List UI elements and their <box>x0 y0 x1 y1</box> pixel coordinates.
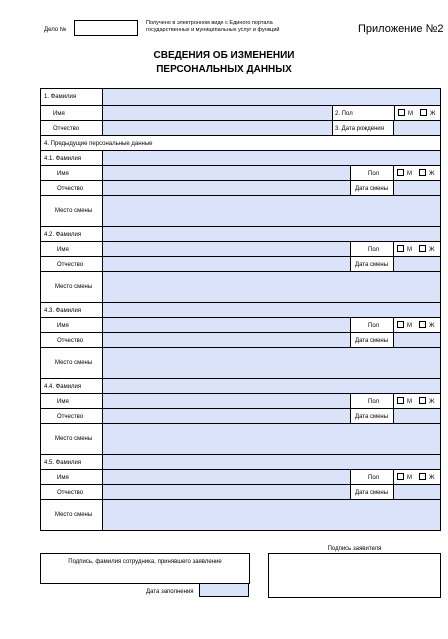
prev-patronymic-row <box>41 256 440 271</box>
prev-patronymic-row <box>41 408 440 423</box>
prev-change-date-label: Дата смены <box>355 186 389 192</box>
prev-change-date-cell <box>350 181 393 195</box>
prev-name-field[interactable] <box>102 470 350 484</box>
prev-female-label: Ж <box>429 323 435 329</box>
prev-patronymic-label: Отчество <box>57 186 84 192</box>
gender-cell <box>332 106 440 120</box>
prev-surname-row <box>41 454 440 469</box>
patronymic-row <box>41 120 440 135</box>
prev-male-checkbox[interactable] <box>397 169 404 176</box>
prev-patronymic-field[interactable] <box>102 333 350 347</box>
prev-patronymic-label: Отчество <box>57 490 84 496</box>
prev-male-label: М <box>407 475 412 481</box>
prev-change-date-label: Дата смены <box>355 414 389 420</box>
prev-name-label: Имя <box>57 399 69 405</box>
prev-change-date-cell <box>350 257 393 271</box>
prev-change-place-field[interactable] <box>102 348 440 378</box>
previous-data-header <box>41 135 440 150</box>
prev-name-field[interactable] <box>102 166 350 180</box>
prev-female-checkbox[interactable] <box>419 397 426 404</box>
prev-gender-cell <box>350 242 393 256</box>
prev-change-date-field[interactable] <box>393 181 440 195</box>
prev-change-date-label: Дата смены <box>355 338 389 344</box>
prev-male-label: М <box>407 171 412 177</box>
prev-male-label: М <box>407 323 412 329</box>
prev-surname-row <box>41 302 440 317</box>
prev-name-row <box>41 393 440 408</box>
prev-change-date-label: Дата смены <box>355 490 389 496</box>
prev-change-place-row <box>41 195 440 226</box>
prev-patronymic-row <box>41 332 440 347</box>
prev-change-place-field[interactable] <box>102 272 440 302</box>
prev-change-place-label: Место смены <box>55 284 93 290</box>
appendix-number: Приложение №2 <box>358 23 444 35</box>
prev-change-place-label: Место смены <box>55 436 93 442</box>
prev-name-label: Имя <box>57 475 69 481</box>
previous-data-title: 4. Предыдущие персональные данные <box>44 141 153 147</box>
prev-change-date-field[interactable] <box>393 257 440 271</box>
name-row <box>41 105 440 120</box>
prev-change-place-label: Место смены <box>55 512 93 518</box>
prev-surname-label: 4.1. Фамилия <box>44 156 82 162</box>
patronymic-field[interactable] <box>102 121 332 135</box>
male-label: М <box>408 111 413 117</box>
prev-name-field[interactable] <box>102 318 350 332</box>
prev-gender-options <box>393 394 440 408</box>
prev-change-place-row <box>41 423 440 454</box>
applicant-signature-label: Подпись заявителя <box>327 546 382 552</box>
prev-female-checkbox[interactable] <box>419 473 426 480</box>
prev-change-date-field[interactable] <box>393 485 440 499</box>
prev-surname-field[interactable] <box>102 379 440 393</box>
prev-name-field[interactable] <box>102 242 350 256</box>
prev-change-place-row <box>41 271 440 302</box>
prev-patronymic-label: Отчество <box>57 262 84 268</box>
prev-change-date-field[interactable] <box>393 409 440 423</box>
prev-female-label: Ж <box>429 171 435 177</box>
prev-change-place-field[interactable] <box>102 196 440 226</box>
case-number-field[interactable] <box>74 20 138 36</box>
prev-name-row <box>41 469 440 484</box>
prev-gender-label: Пол <box>368 475 380 481</box>
prev-surname-field[interactable] <box>102 303 440 317</box>
male-checkbox[interactable] <box>398 109 405 116</box>
prev-male-checkbox[interactable] <box>397 397 404 404</box>
fill-date-field[interactable] <box>199 583 249 597</box>
surname-field[interactable] <box>102 89 440 105</box>
prev-change-date-field[interactable] <box>393 333 440 347</box>
prev-male-label: М <box>407 399 412 405</box>
form-title-line1: СВЕДЕНИЯ ОБ ИЗМЕНЕНИИ <box>153 50 295 61</box>
prev-gender-options <box>393 166 440 180</box>
prev-surname-label: 4.3. Фамилия <box>44 308 82 314</box>
prev-gender-options <box>393 470 440 484</box>
prev-female-label: Ж <box>429 475 435 481</box>
birth-date-field[interactable] <box>393 121 440 135</box>
prev-change-place-field[interactable] <box>102 424 440 454</box>
female-label: Ж <box>430 111 436 117</box>
form-title-line2: ПЕРСОНАЛЬНЫХ ДАННЫХ <box>156 64 292 75</box>
prev-surname-row <box>41 378 440 393</box>
prev-gender-cell <box>350 318 393 332</box>
prev-change-place-row <box>41 499 440 530</box>
prev-change-date-cell <box>350 409 393 423</box>
patronymic-label: Отчество <box>53 126 80 132</box>
prev-name-row <box>41 165 440 180</box>
prev-gender-options <box>393 318 440 332</box>
prev-surname-label: 4.5. Фамилия <box>44 460 82 466</box>
prev-gender-options <box>393 242 440 256</box>
prev-female-label: Ж <box>429 247 435 253</box>
employee-signature-label: Подпись, фамилия сотрудника, принявшего заявление <box>68 559 222 565</box>
prev-name-field[interactable] <box>102 394 350 408</box>
prev-patronymic-label: Отчество <box>57 338 84 344</box>
prev-patronymic-field[interactable] <box>102 181 350 195</box>
prev-patronymic-row <box>41 484 440 499</box>
name-field[interactable] <box>102 106 332 120</box>
prev-female-label: Ж <box>429 399 435 405</box>
prev-name-row <box>41 317 440 332</box>
prev-male-checkbox[interactable] <box>397 473 404 480</box>
prev-female-checkbox[interactable] <box>419 321 426 328</box>
surname-row <box>41 89 440 105</box>
prev-surname-field[interactable] <box>102 227 440 241</box>
prev-female-checkbox[interactable] <box>419 245 426 252</box>
prev-surname-row <box>41 226 440 241</box>
prev-change-date-cell <box>350 485 393 499</box>
prev-patronymic-row <box>41 180 440 195</box>
prev-change-place-row <box>41 347 440 378</box>
name-label: Имя <box>53 111 65 117</box>
fill-date-label: Дата заполнения <box>146 589 194 595</box>
prev-gender-cell <box>350 166 393 180</box>
surname-label: 1. Фамилия <box>44 94 77 100</box>
prev-gender-label: Пол <box>368 323 380 329</box>
prev-gender-label: Пол <box>368 247 380 253</box>
prev-name-label: Имя <box>57 323 69 329</box>
prev-patronymic-label: Отчество <box>57 414 84 420</box>
prev-female-checkbox[interactable] <box>419 169 426 176</box>
prev-surname-row <box>41 150 440 165</box>
prev-patronymic-field[interactable] <box>102 257 350 271</box>
case-number-label: Дело № <box>44 27 67 33</box>
prev-change-place-label: Место смены <box>55 208 93 214</box>
prev-surname-label: 4.4. Фамилия <box>44 384 82 390</box>
portal-note: Получено в электронном виде с Единого портала государственных и муниципальных услуг и функций <box>146 20 280 33</box>
prev-change-date-label: Дата смены <box>355 262 389 268</box>
birth-date-label: 3. Дата рождения <box>335 126 384 132</box>
birth-date-cell <box>332 121 393 135</box>
prev-change-place-label: Место смены <box>55 360 93 366</box>
prev-change-place-field[interactable] <box>102 500 440 530</box>
prev-change-date-cell <box>350 333 393 347</box>
prev-surname-field[interactable] <box>102 455 440 469</box>
prev-name-label: Имя <box>57 171 69 177</box>
applicant-signature-box[interactable] <box>268 553 441 598</box>
prev-name-row <box>41 241 440 256</box>
employee-signature-box[interactable] <box>40 553 250 584</box>
prev-male-checkbox[interactable] <box>397 245 404 252</box>
prev-name-label: Имя <box>57 247 69 253</box>
prev-gender-label: Пол <box>368 171 380 177</box>
prev-male-label: М <box>407 247 412 253</box>
prev-surname-label: 4.2. Фамилия <box>44 232 82 238</box>
prev-patronymic-field[interactable] <box>102 485 350 499</box>
prev-gender-cell <box>350 394 393 408</box>
prev-surname-field[interactable] <box>102 151 440 165</box>
personal-data-form <box>40 88 441 531</box>
prev-gender-cell <box>350 470 393 484</box>
prev-patronymic-field[interactable] <box>102 409 350 423</box>
gender-options <box>394 106 440 120</box>
gender-label: 2. Пол <box>335 111 353 117</box>
prev-gender-label: Пол <box>368 399 380 405</box>
prev-male-checkbox[interactable] <box>397 321 404 328</box>
female-checkbox[interactable] <box>420 109 427 116</box>
